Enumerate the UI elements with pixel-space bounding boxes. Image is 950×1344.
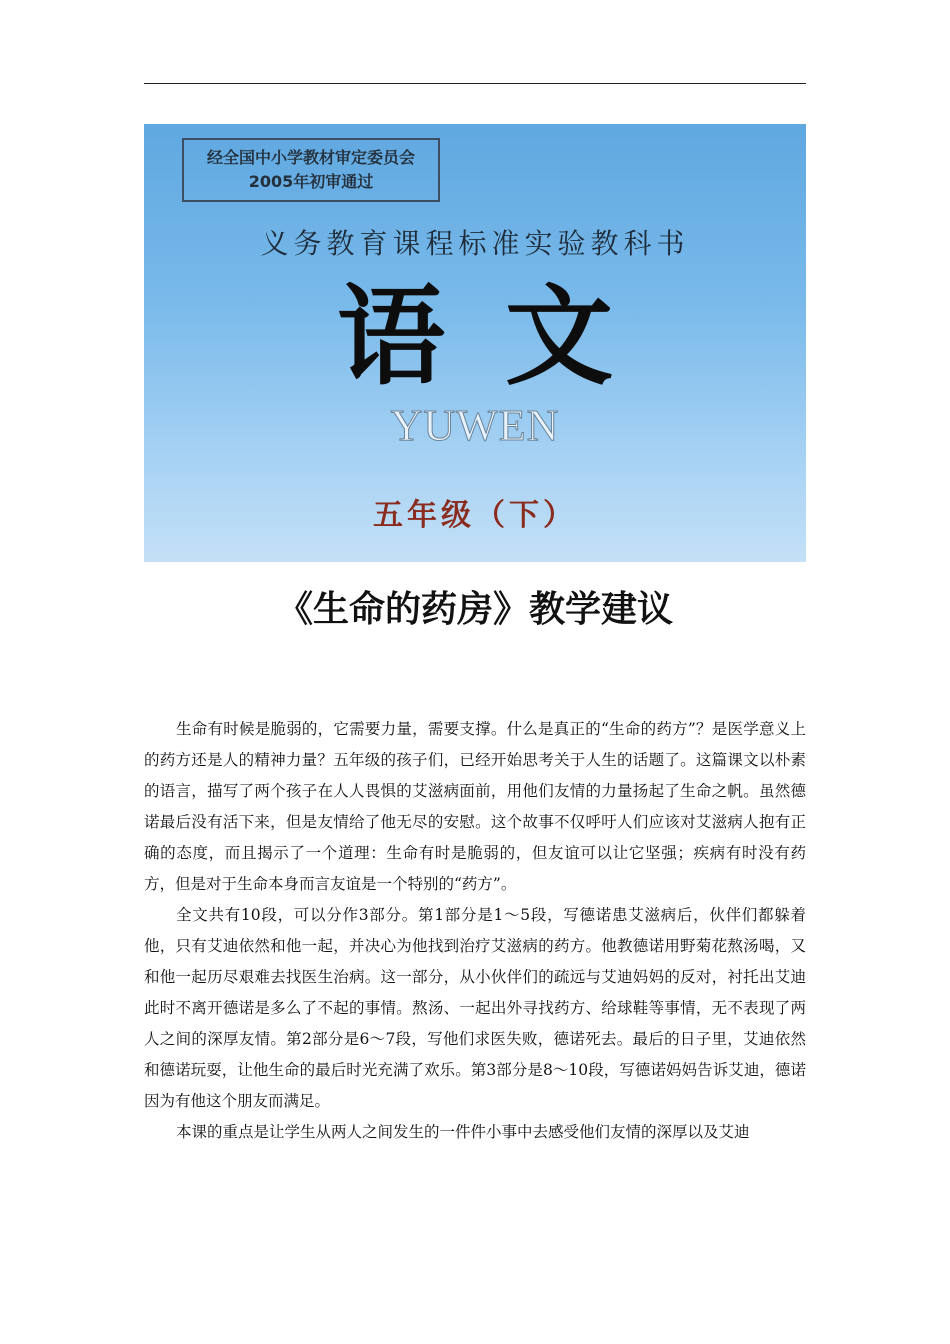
document-body xyxy=(144,714,806,1148)
series-title: 义务教育课程标准实验教科书 xyxy=(260,227,690,260)
document-title: 《生命的药房》教学建议 xyxy=(276,589,673,630)
subject-pinyin: YUWEN xyxy=(390,401,560,450)
paragraph-3: 本课的重点是让学生从两人之间发生的一件件小事中去感受他们友情的深厚以及艾迪 xyxy=(176,1123,750,1141)
paragraph-2: 全文共有10段，可以分作3部分。第1部分是1～5段，写德诺患艾滋病后，伙伴们都躲着他，只有艾迪依然和他一起，并决心为他找到治疗艾滋病的药方。他教德诺用野菊花熬汤喝，又和他一起历尽艰难去找医生治病。这一部分，从小伙伴们的疏远与艾迪妈妈的反对，衬托出艾迪此时不离开德诺是多么了不起的事情。熬汤、一起出外寻找药方、给球鞋等事情，无不表现了两人之间的深厚友情。第2部分是6～7段，写他们求医失败，德诺死去。最后的日子里，艾迪依然和德诺玩耍，让他生命的最后时光充满了欢乐。第3部分是8～10段，写德诺妈妈告诉艾迪，德诺因为有他这个朋友而满足。 xyxy=(144,906,806,1110)
approval-line-2: 2005年初审通过 xyxy=(248,172,374,191)
header-rule xyxy=(144,83,806,84)
subject-title: 语文 xyxy=(336,274,673,400)
textbook-cover-image xyxy=(144,124,806,562)
paragraph-1: 生命有时候是脆弱的，它需要力量，需要支撑。什么是真正的“生命的药方”？是医学意义上的药方还是人的精神力量？五年级的孩子们，已经开始思考关于人生的话题了。这篇课文以朴素的语言，描写了两个孩子在人人畏惧的艾滋病面前，用他们友情的力量扬起了生命之帆。虽然德诺最后没有活下来，但是友情给了他无尽的安慰。这个故事不仅呼吁人们应该对艾滋病人抱有正确的态度，而且揭示了一个道理：生命有时是脆弱的，但友谊可以让它坚强；疾病有时没有药方，但是对于生命本身而言友谊是一个特别的“药方”。 xyxy=(144,720,806,893)
approval-line-1: 经全国中小学教材审定委员会 xyxy=(206,148,415,167)
grade-label: 五年级（下） xyxy=(373,498,577,533)
approval-stamp-box xyxy=(182,138,440,202)
